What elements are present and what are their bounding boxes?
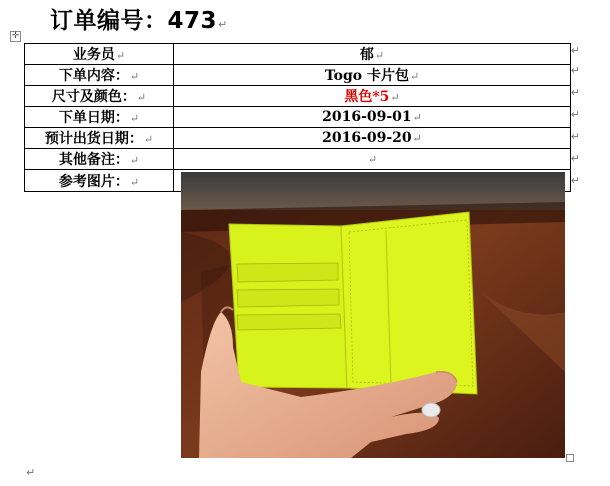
row-end-mark: ↵ [570, 86, 580, 99]
order-number-title [50, 6, 228, 40]
value-salesperson[interactable]: 郁↵ [174, 44, 571, 65]
label-order-content: 下单内容：↵ [25, 65, 174, 86]
reference-photo[interactable] [181, 172, 565, 458]
label-salesperson: 业务员↵ [25, 44, 174, 65]
row-end-mark: ↵ [570, 44, 580, 57]
table-row [25, 128, 571, 149]
value-remarks[interactable]: ↵ [174, 149, 571, 170]
label-ship-date: 预计出货日期：↵ [25, 128, 174, 149]
table-row [25, 44, 571, 65]
reference-image-cell[interactable] [174, 170, 571, 192]
card-holder-photo [181, 172, 565, 458]
row-end-mark: ↵ [570, 108, 580, 121]
value-order-date[interactable]: 2016-09-01↵ [174, 107, 571, 128]
label-order-date: 下单日期：↵ [25, 107, 174, 128]
table-row [25, 149, 571, 170]
table-resize-handle-icon[interactable] [566, 454, 574, 462]
value-order-content[interactable]: Togo 卡片包↵ [174, 65, 571, 86]
label-size-color: 尺寸及颜色：↵ [25, 86, 174, 107]
row-end-mark: ↵ [570, 64, 580, 77]
table-row [25, 86, 571, 107]
table-row [25, 107, 571, 128]
order-table [24, 43, 571, 192]
table-row [25, 65, 571, 86]
value-ship-date[interactable]: 2016-09-20↵ [174, 128, 571, 149]
value-size-color[interactable]: 黑色*5↵ [174, 86, 571, 107]
row-end-mark: ↵ [570, 130, 580, 143]
order-title-text: 订单编号：473 [50, 8, 218, 34]
label-remarks: 其他备注：↵ [25, 149, 174, 170]
paragraph-mark: ↵ [218, 18, 228, 31]
paragraph-mark: ↵ [26, 466, 36, 479]
table-row [25, 170, 571, 192]
table-move-handle-icon[interactable]: ✛ [11, 31, 20, 41]
row-end-mark: ↵ [570, 152, 580, 165]
row-end-mark: ↵ [570, 174, 580, 187]
label-reference-image: 参考图片：↵ [25, 170, 174, 192]
